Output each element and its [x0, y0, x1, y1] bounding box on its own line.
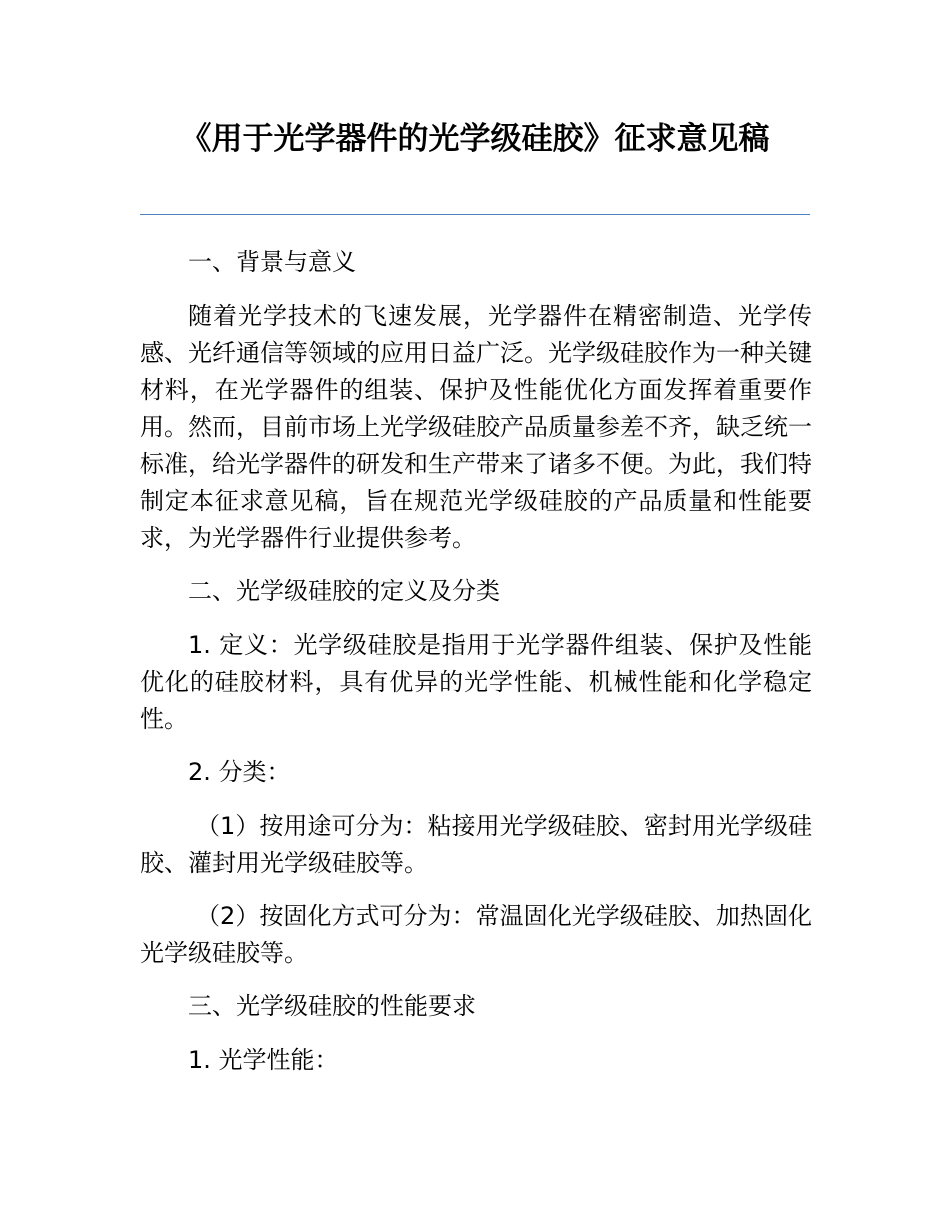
document-body [140, 244, 812, 1096]
section-heading-background: 一、背景与意义 [188, 248, 356, 276]
section-heading-definition: 二、光学级硅胶的定义及分类 [188, 577, 500, 605]
classification-item-usage: （1）按用途可分为：粘接用光学级硅胶、密封用光学级硅胶、灌封用光学级硅胶等。 [140, 812, 812, 877]
paragraph-definition: 1. 定义：光学级硅胶是指用于光学器件组装、保护及性能优化的硅胶材料，具有优异的光学性能、机械性能和化学稳定性。 [140, 631, 812, 733]
section-heading-performance: 三、光学级硅胶的性能要求 [188, 992, 476, 1020]
optical-performance-label: 1. 光学性能： [188, 1046, 339, 1074]
paragraph-background: 随着光学技术的飞速发展，光学器件在精密制造、光学传感、光纤通信等领域的应用日益广泛。光学级硅胶作为一种关键材料，在光学器件的组装、保护及性能优化方面发挥着重要作用。然而，目前市场上光学级硅胶产品质量参差不齐，缺乏统一标准，给光学器件的研发和生产带来了诸多不便。为此，我们特制定本征求意见稿，旨在规范光学级硅胶的产品质量和性能要求，为光学器件行业提供参考。 [140, 302, 812, 552]
title-divider [140, 214, 810, 215]
document-title: 《用于光学器件的光学级硅胶》征求意见稿 [180, 121, 770, 157]
classification-label: 2. 分类： [188, 758, 291, 786]
classification-item-curing: （2）按固化方式可分为：常温固化光学级硅胶、加热固化光学级硅胶等。 [140, 902, 812, 967]
